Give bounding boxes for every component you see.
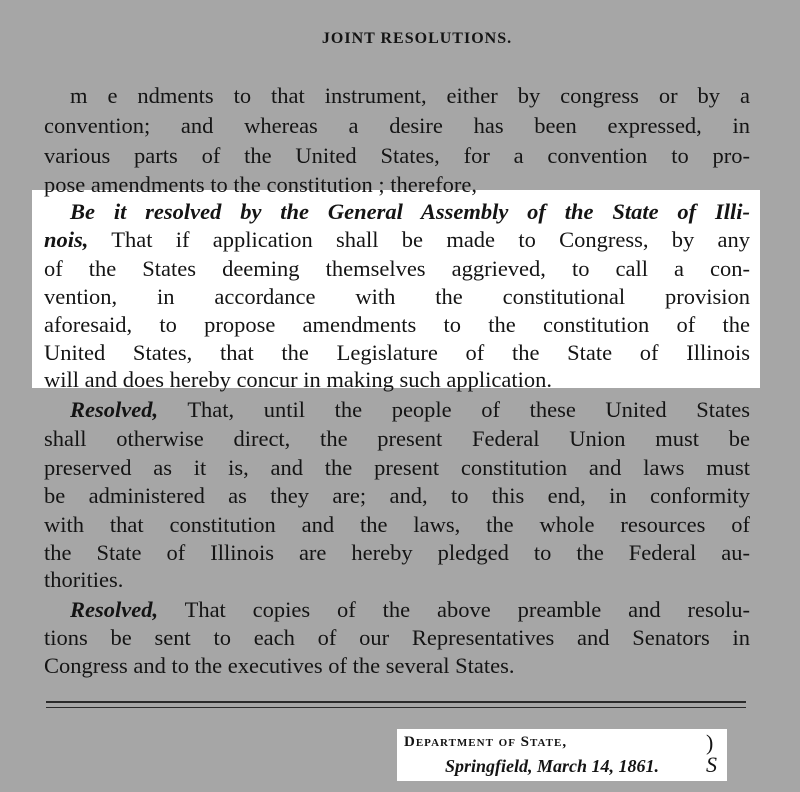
text-line: United States, that the Legislature of the State of Illinois — [44, 340, 750, 365]
text-line — [44, 228, 750, 252]
text-segment: That if application shall be made to Congress, by any — [111, 227, 750, 252]
page-header: JOINT RESOLUTIONS. — [321, 30, 513, 47]
place-name: Springfield, — [445, 756, 533, 776]
text-segment: That copies of the above preamble and resolu- — [184, 597, 750, 622]
text-line — [70, 398, 750, 422]
text-line: convention; and whereas a desire has been expressed, in — [44, 113, 750, 138]
resolved-heading: Resolved, — [70, 597, 159, 622]
text-line: preserved as it is, and the present constitution and laws must — [44, 455, 750, 480]
text-line: shall otherwise direct, the present Federal Union must be — [44, 426, 750, 451]
separator-rule — [46, 707, 746, 708]
date-text: March 14, 1861. — [537, 756, 660, 776]
resolved-heading: Resolved, — [70, 397, 159, 422]
text-line: thorities. — [44, 567, 124, 592]
text-line: various parts of the United States, for a convention to pro- — [44, 143, 750, 168]
text-line: tions be sent to each of our Representatives and Senators in — [44, 625, 750, 650]
text-segment: That, until the people of these United States — [187, 397, 751, 422]
text-line: of the States deeming themselves aggrieved, to call a con- — [44, 256, 750, 281]
text-line: vention, in accordance with the constitutional provision — [44, 284, 750, 309]
text-line: the State of Illinois are hereby pledged to the Federal au- — [44, 540, 750, 565]
text-line: pose amendments to the constitution ; therefore, — [44, 172, 478, 197]
brace-top: ) — [706, 730, 714, 755]
text-line: m e ndments to that instrument, either by congress or by a — [70, 83, 750, 108]
resolution-intro: Be it resolved by the General Assembly of the State of Illi- — [70, 199, 750, 224]
place-date — [445, 756, 659, 777]
text-line — [70, 598, 750, 622]
text-line: with that constitution and the laws, the whole resources of — [44, 512, 750, 537]
text-line: be administered as they are; and, to this end, in conformity — [44, 483, 750, 508]
brace-bottom: S — [706, 752, 717, 777]
text-line: aforesaid, to propose amendments to the constitution of the — [44, 312, 750, 337]
text-line: Congress and to the executives of the several States. — [44, 653, 515, 678]
resolution-intro-end: nois, — [44, 227, 89, 252]
brace-mark — [706, 732, 717, 776]
department-label: Department of State, — [404, 734, 568, 750]
text-line: will and does hereby concur in making such application. — [44, 367, 552, 392]
resolution-heading — [70, 200, 750, 224]
separator-rule — [46, 701, 746, 703]
